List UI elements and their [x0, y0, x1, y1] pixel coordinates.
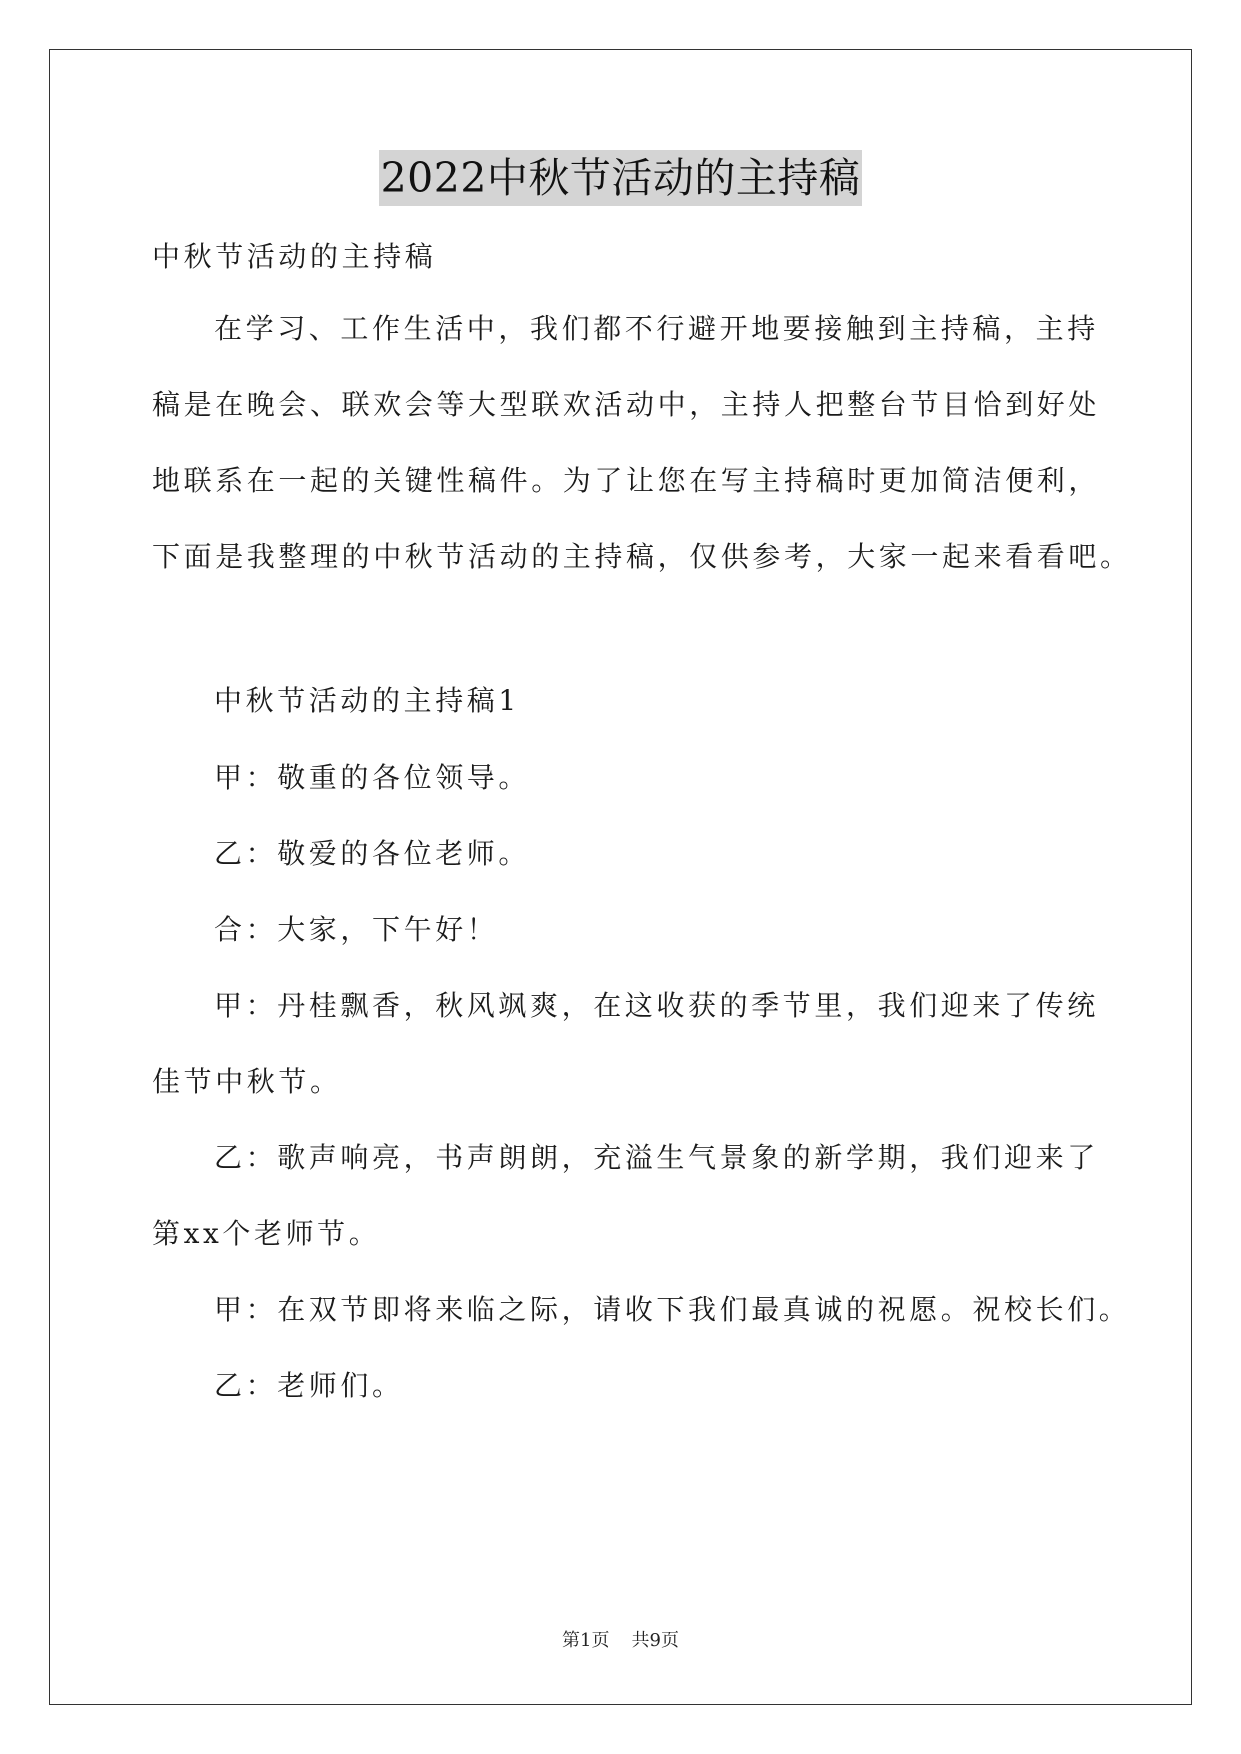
page-border [49, 49, 1192, 1705]
title-container [0, 150, 1241, 206]
page-number: 第1页 [562, 1630, 610, 1651]
dialogue-line: 佳节中秋节。 [152, 1065, 342, 1098]
intro-line: 稿是在晚会、联欢会等大型联欢活动中，主持人把整台节目恰到好处 [152, 388, 1101, 421]
dialogue-line: 乙：老师们。 [214, 1369, 404, 1402]
document-title: 2022中秋节活动的主持稿 [379, 150, 863, 206]
intro-line: 下面是我整理的中秋节活动的主持稿，仅供参考，大家一起来看看吧。 [152, 540, 1132, 573]
dialogue-line: 甲：在双节即将来临之际，请收下我们最真诚的祝愿。祝校长们。 [214, 1293, 1131, 1326]
dialogue-line: 甲：丹桂飘香，秋风飒爽，在这收获的季节里，我们迎来了传统 [214, 989, 1099, 1022]
page-total: 共9页 [631, 1630, 679, 1651]
page-footer [0, 1626, 1241, 1652]
document-subtitle: 中秋节活动的主持稿 [152, 240, 437, 273]
dialogue-line: 乙：敬爱的各位老师。 [214, 837, 531, 870]
dialogue-line: 第xx个老师节。 [152, 1217, 381, 1250]
dialogue-line: 合：大家，下午好！ [214, 913, 499, 946]
dialogue-line: 甲：敬重的各位领导。 [214, 761, 531, 794]
intro-line: 地联系在一起的关键性稿件。为了让您在写主持稿时更加简洁便利， [152, 464, 1101, 497]
intro-line: 在学习、工作生活中，我们都不行避开地要接触到主持稿，主持 [214, 312, 1099, 345]
dialogue-line: 乙：歌声响亮，书声朗朗，充溢生气景象的新学期，我们迎来了 [214, 1141, 1099, 1174]
section-heading: 中秋节活动的主持稿1 [214, 684, 520, 717]
